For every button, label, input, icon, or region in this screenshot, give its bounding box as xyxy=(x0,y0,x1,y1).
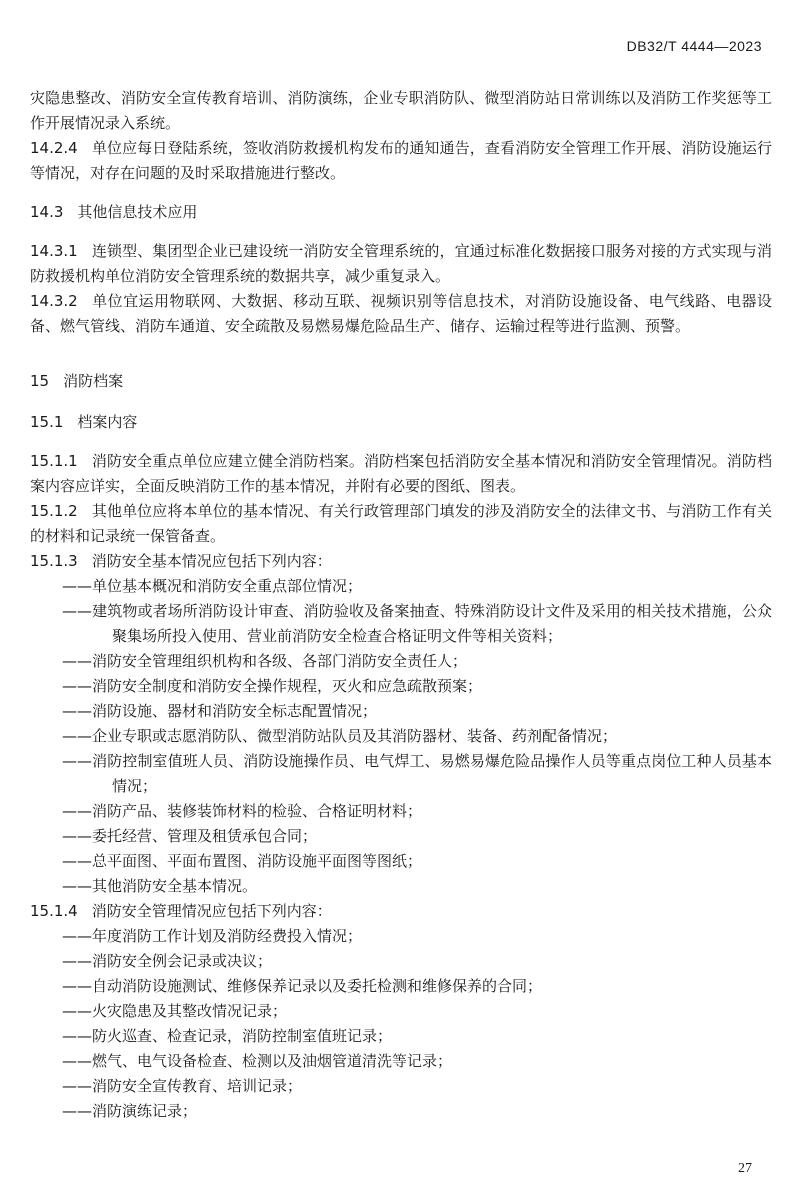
list-item: ——建筑物或者场所消防设计审查、消防验收及备案抽查、特殊消防设计文件及采用的相关技术措施，公众聚集场所投入使用、营业前消防安全检查合格证明文件等相关资料； xyxy=(62,602,772,645)
clause-14-3-1 xyxy=(30,239,772,289)
list-item: ——自动消防设施测试、维修保养记录以及委托检测和维修保养的合同； xyxy=(62,977,543,995)
list-item: ——消防产品、装修装饰材料的检验、合格证明材料； xyxy=(62,802,423,820)
list-item: ——消防演练记录； xyxy=(62,1102,198,1120)
list-item: ——消防设施、器材和消防安全标志配置情况； xyxy=(62,702,378,720)
section-title: 其他信息技术应用 xyxy=(77,203,198,221)
clause-text: 消防安全重点单位应建立健全消防档案。消防档案包括消防安全基本情况和消防安全管理情况。消防档案内容应详实，全面反映消防工作的基本情况，并附有必要的图纸、图表。 xyxy=(30,452,772,495)
clause-text: 其他单位应将本单位的基本情况、有关行政管理部门填发的涉及消防安全的法律文书、与消防工作有关的材料和记录统一保管备查。 xyxy=(30,502,772,545)
clause-number: 14.2.4 xyxy=(30,139,78,157)
clause-text: 连锁型、集团型企业已建设统一消防安全管理系统的，宜通过标准化数据接口服务对接的方式实现与消防救援机构单位消防安全管理系统的数据共享，减少重复录入。 xyxy=(30,242,772,285)
section-title: 档案内容 xyxy=(77,413,138,431)
list-item: ——年度消防工作计划及消防经费投入情况； xyxy=(62,927,363,945)
chapter-number: 15 xyxy=(30,372,50,390)
list-item: ——消防控制室值班人员、消防设施操作员、电气焊工、易燃易爆危险品操作人员等重点岗位工种人员基本情况； xyxy=(62,752,772,795)
clause-number: 15.1.1 xyxy=(30,452,78,470)
section-heading-14-3 xyxy=(30,200,772,225)
page-content xyxy=(30,86,772,1124)
clause-14-3-2 xyxy=(30,289,772,339)
section-number: 15.1 xyxy=(30,413,64,431)
list-15-1-3 xyxy=(30,574,772,899)
chapter-title: 消防档案 xyxy=(63,372,124,390)
clause-number: 15.1.2 xyxy=(30,502,78,520)
list-item: ——总平面图、平面布置图、消防设施平面图等图纸； xyxy=(62,852,423,870)
clause-text: 消防安全管理情况应包括下列内容： xyxy=(91,902,332,920)
list-item: ——防火巡查、检查记录，消防控制室值班记录； xyxy=(62,1027,393,1045)
section-number: 14.3 xyxy=(30,203,64,221)
list-15-1-4 xyxy=(30,924,772,1124)
clause-number: 15.1.4 xyxy=(30,902,78,920)
document-code: DB32/T 4444—2023 xyxy=(626,38,762,54)
list-item: ——企业专职或志愿消防队、微型消防站队员及其消防器材、装备、药剂配备情况； xyxy=(62,727,618,745)
clause-15-1-3 xyxy=(30,549,772,574)
list-item: ——单位基本概况和消防安全重点部位情况； xyxy=(62,577,363,595)
list-item: ——消防安全制度和消防安全操作规程，灭火和应急疏散预案； xyxy=(62,677,483,695)
page-number: 27 xyxy=(738,1161,752,1176)
list-item: ——火灾隐患及其整改情况记录； xyxy=(62,1002,288,1020)
list-item: ——消防安全宣传教育、培训记录； xyxy=(62,1077,303,1095)
clause-15-1-2 xyxy=(30,499,772,549)
clause-15-1-4 xyxy=(30,899,772,924)
clause-text: 消防安全基本情况应包括下列内容： xyxy=(91,552,332,570)
clause-text: 单位宜运用物联网、大数据、移动互联、视频识别等信息技术，对消防设施设备、电气线路、电器设备、燃气管线、消防车通道、安全疏散及易燃易爆危险品生产、储存、运输过程等进行监测、预警。 xyxy=(30,292,772,335)
list-item: ——燃气、电气设备检查、检测以及油烟管道清洗等记录； xyxy=(62,1052,453,1070)
clause-14-2-4 xyxy=(30,136,772,186)
continued-paragraph: 灾隐患整改、消防安全宣传教育培训、消防演练，企业专职消防队、微型消防站日常训练以及消防工作奖惩等工作开展情况录入系统。 xyxy=(30,89,772,132)
list-item: ——委托经营、管理及租赁承包合同； xyxy=(62,827,318,845)
clause-number: 14.3.1 xyxy=(30,242,78,260)
chapter-heading-15 xyxy=(30,369,772,394)
clause-15-1-1 xyxy=(30,449,772,499)
list-item: ——其他消防安全基本情况。 xyxy=(62,877,258,895)
clause-text: 单位应每日登陆系统，签收消防救援机构发布的通知通告，查看消防安全管理工作开展、消防设施运行等情况，对存在问题的及时采取措施进行整改。 xyxy=(30,139,772,182)
clause-number: 15.1.3 xyxy=(30,552,78,570)
clause-number: 14.3.2 xyxy=(30,292,78,310)
list-item: ——消防安全管理组织机构和各级、各部门消防安全责任人； xyxy=(62,652,468,670)
section-heading-15-1 xyxy=(30,410,772,435)
list-item: ——消防安全例会记录或决议； xyxy=(62,952,273,970)
